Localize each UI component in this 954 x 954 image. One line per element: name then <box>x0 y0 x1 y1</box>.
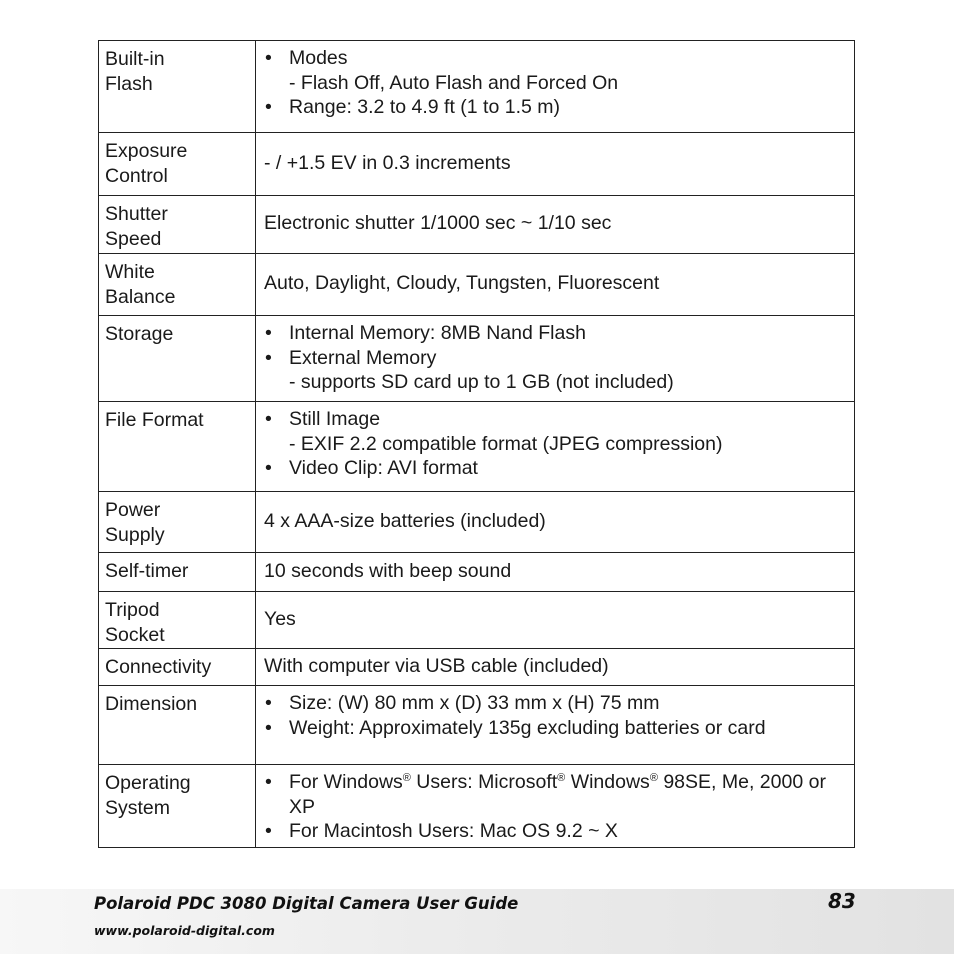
list-item: • Modes <box>264 46 848 71</box>
label-text: White Balance <box>105 261 176 308</box>
list-item: • For Macintosh Users: Mac OS 9.2 ~ X <box>264 819 848 844</box>
table-row <box>99 686 855 765</box>
spec-value <box>256 41 855 133</box>
table-row <box>99 41 855 133</box>
list-item: • Weight: Approximately 135g excluding batteries or card <box>264 716 848 741</box>
spec-value <box>256 649 855 686</box>
value-text: Electronic shutter 1/1000 sec ~ 1/10 sec <box>264 212 612 235</box>
spec-label <box>99 649 256 686</box>
spec-label <box>99 402 256 492</box>
label-text: Tripod Socket <box>105 599 165 646</box>
label-text: Built-in Flash <box>105 48 165 95</box>
table-row <box>99 553 855 592</box>
label-text: Shutter Speed <box>105 203 168 250</box>
table-row <box>99 254 855 316</box>
table-row <box>99 765 855 848</box>
list-item: • External Memory <box>264 346 848 371</box>
list-item: • Video Clip: AVI format <box>264 456 848 481</box>
list-item: • Range: 3.2 to 4.9 ft (1 to 1.5 m) <box>264 95 848 120</box>
specifications-table <box>98 40 855 848</box>
table-row <box>99 649 855 686</box>
sub-item: - supports SD card up to 1 GB (not included) <box>289 371 674 393</box>
spec-label <box>99 492 256 553</box>
table-row <box>99 316 855 402</box>
spec-label <box>99 316 256 402</box>
spec-label <box>99 765 256 848</box>
list-item: • Internal Memory: 8MB Nand Flash <box>264 321 848 346</box>
value-text: 10 seconds with beep sound <box>264 559 512 582</box>
table-row <box>99 492 855 553</box>
label-text: Exposure Control <box>105 140 188 187</box>
spec-value <box>256 765 855 848</box>
spec-label <box>99 254 256 316</box>
spec-label <box>99 592 256 649</box>
spec-label <box>99 196 256 254</box>
spec-value <box>256 316 855 402</box>
value-text: 4 x AAA-size batteries (included) <box>264 509 546 532</box>
list-item: • For Windows® Users: Microsoft® Windows® 98SE, Me, 2000 or XP <box>264 770 848 819</box>
label-text: Dimension <box>105 693 198 715</box>
value-text: - / +1.5 EV in 0.3 increments <box>264 151 511 174</box>
spec-value <box>256 254 855 316</box>
page-number: 83 <box>828 889 856 913</box>
label-text: Storage <box>105 323 174 345</box>
spec-value <box>256 133 855 196</box>
spec-label <box>99 553 256 592</box>
spec-value <box>256 592 855 649</box>
value-text: With computer via USB cable (included) <box>264 654 609 677</box>
table-row <box>99 592 855 649</box>
table-row <box>99 402 855 492</box>
spec-value <box>256 402 855 492</box>
spec-value <box>256 196 855 254</box>
spec-value <box>256 492 855 553</box>
spec-label <box>99 686 256 765</box>
sub-item: - EXIF 2.2 compatible format (JPEG compression) <box>289 432 723 455</box>
spec-label <box>99 41 256 133</box>
page-footer <box>0 889 954 954</box>
table-row <box>99 196 855 254</box>
spec-label <box>99 133 256 196</box>
label-text: File Format <box>105 409 204 431</box>
label-text: Power Supply <box>105 499 165 546</box>
table-row <box>99 133 855 196</box>
label-text: Operating System <box>105 772 191 819</box>
list-item: • Size: (W) 80 mm x (D) 33 mm x (H) 75 mm <box>264 691 848 716</box>
list-item: • Still Image <box>264 407 848 432</box>
website-url: www.polaroid-digital.com <box>94 923 275 938</box>
label-text: Self-timer <box>105 560 189 582</box>
spec-value <box>256 553 855 592</box>
spec-value <box>256 686 855 765</box>
value-text: Yes <box>264 607 296 630</box>
sub-item: - Flash Off, Auto Flash and Forced On <box>289 71 619 94</box>
value-text: Auto, Daylight, Cloudy, Tungsten, Fluorescent <box>264 272 660 295</box>
label-text: Connectivity <box>105 656 212 678</box>
guide-title: Polaroid PDC 3080 Digital Camera User Guide <box>94 894 519 913</box>
